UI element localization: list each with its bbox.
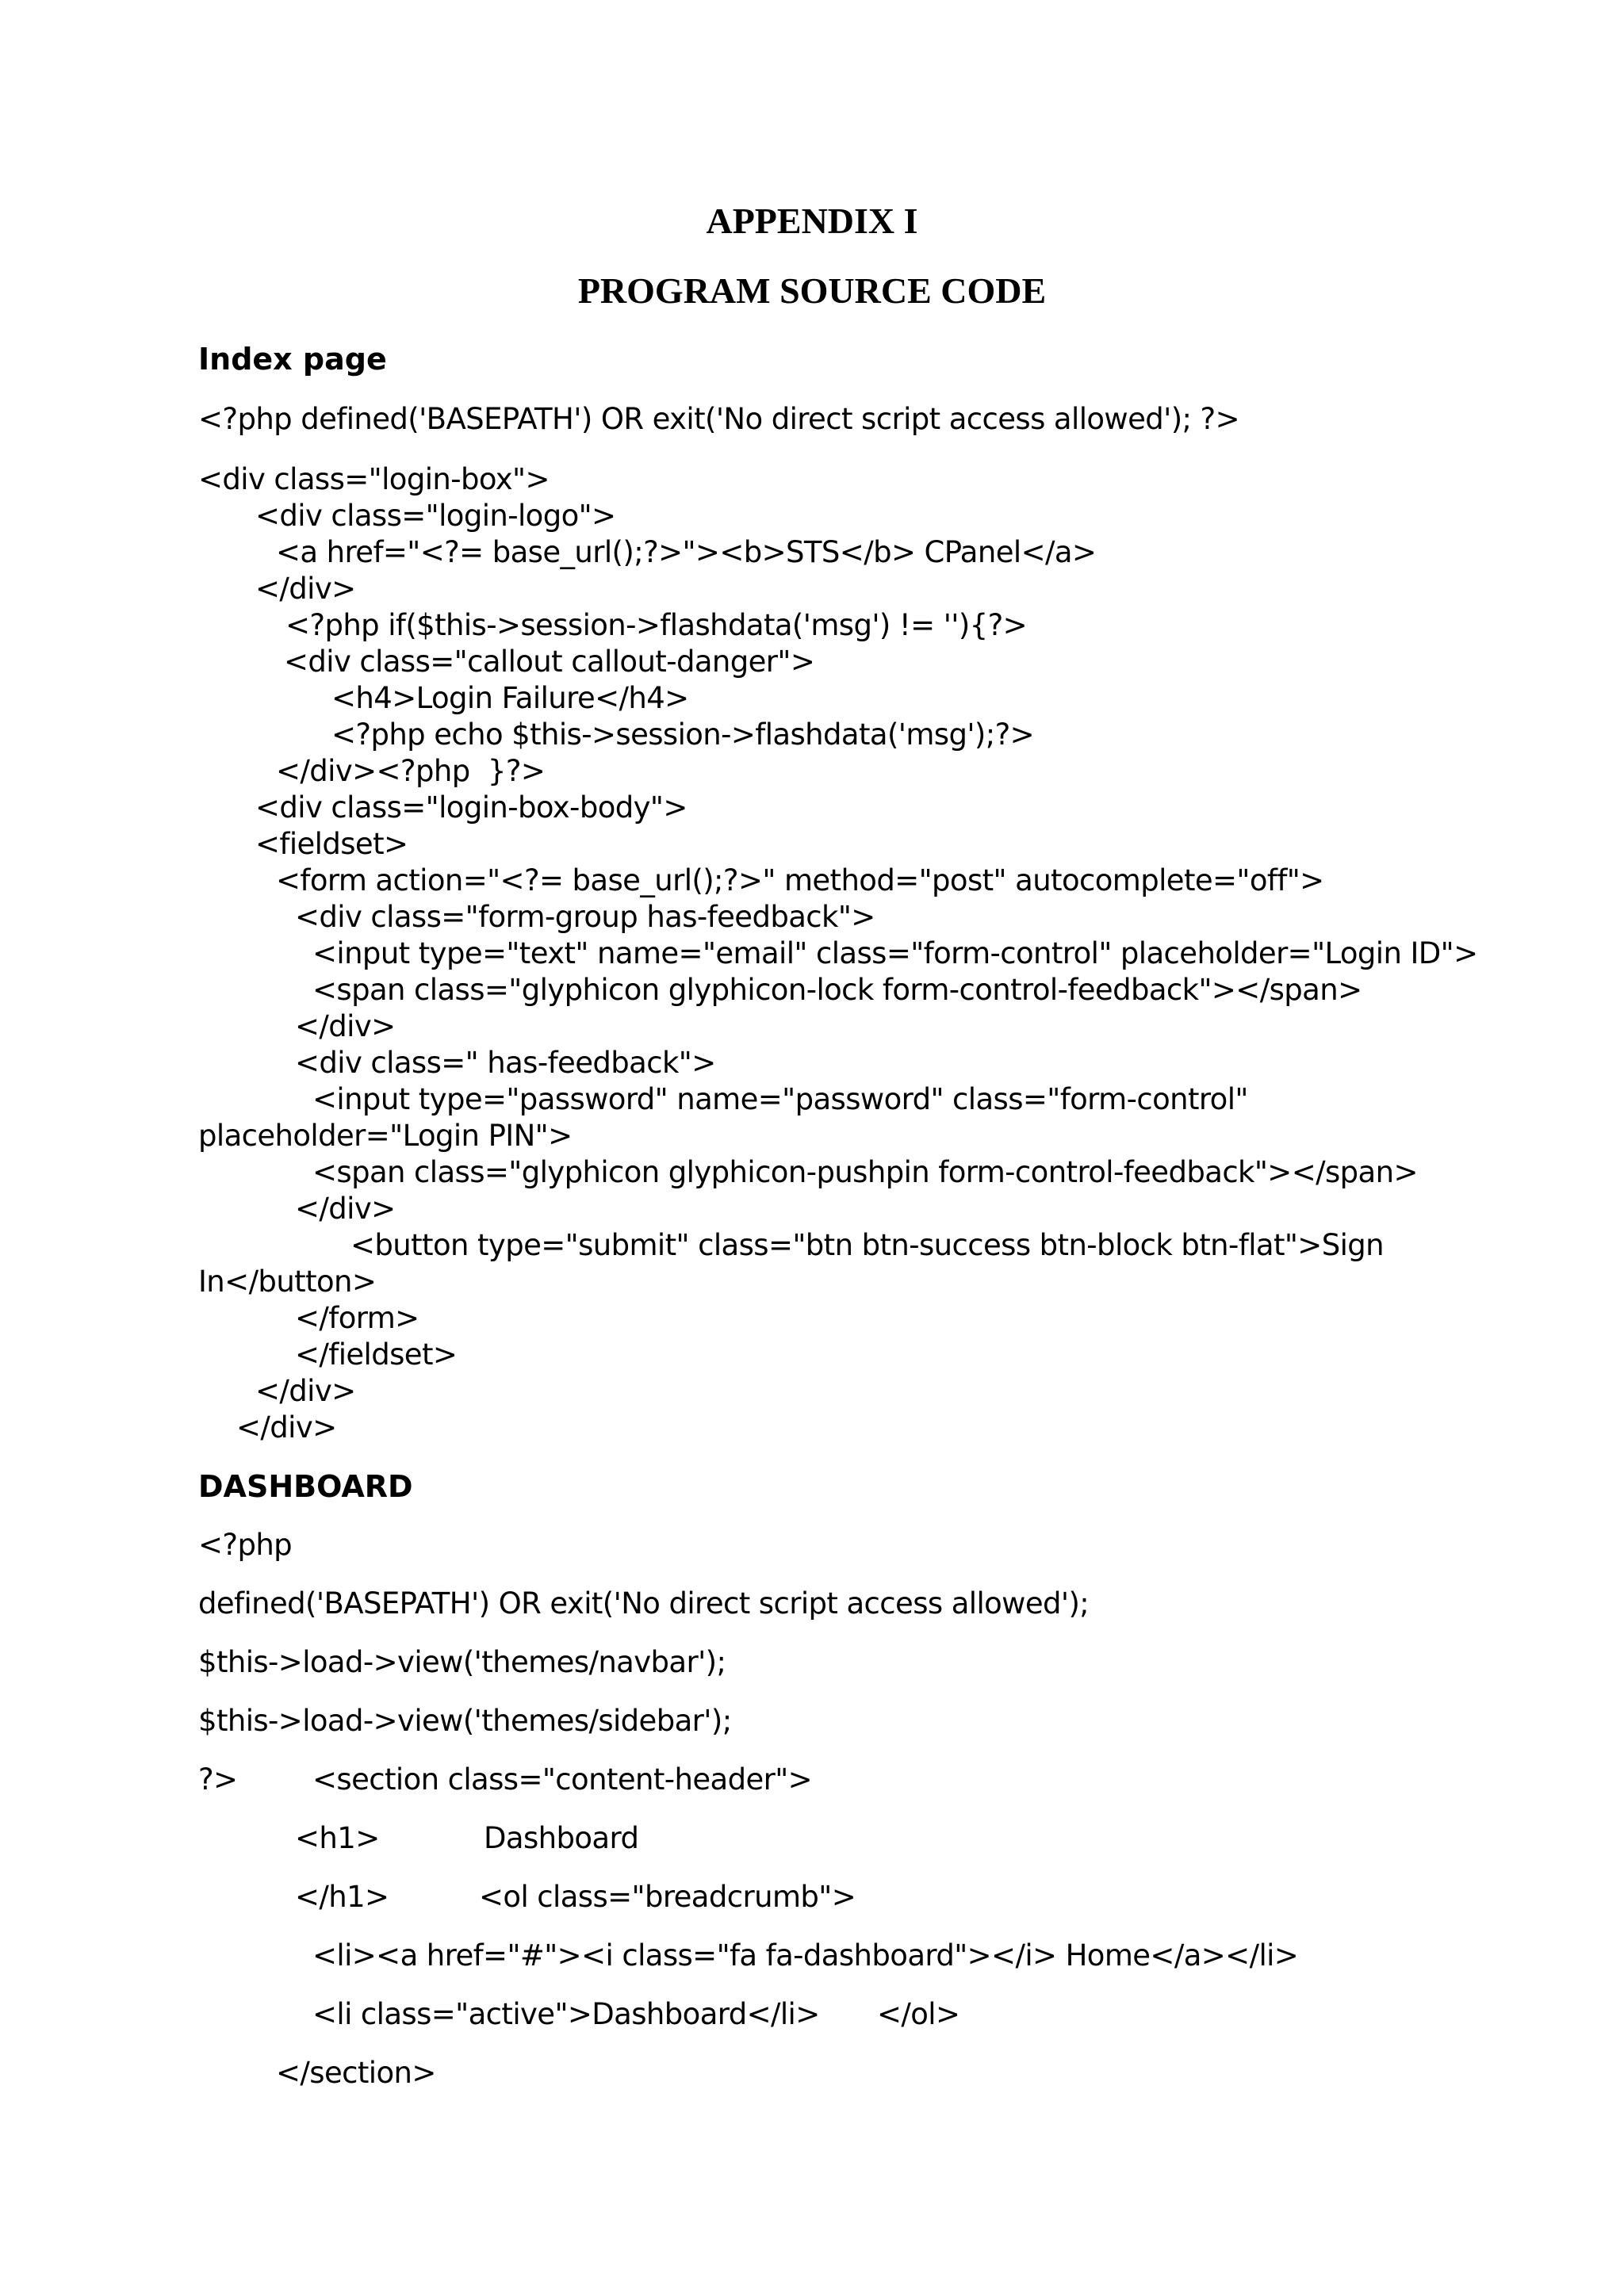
code-line: </div>: [236, 1410, 337, 1445]
code-line: <ol class="breadcrumb">: [479, 1880, 856, 1914]
code-line: $this->load->view('themes/sidebar');: [198, 1704, 732, 1738]
code-line: <a href="<?= base_url();?>"><b>STS</b> CPanel</a>: [276, 535, 1097, 569]
code-line: </div>: [295, 1009, 396, 1043]
code-line: </h1>: [295, 1880, 389, 1914]
code-line: <div class="callout callout-danger">: [284, 645, 815, 679]
code-line: <div class="form-group has-feedback">: [295, 900, 875, 934]
code-line: In</button>: [198, 1265, 377, 1299]
code-line: <form action="<?= base_url();?>" method="post" autocomplete="off">: [276, 863, 1324, 897]
code-line: <div class="login-box-body">: [255, 790, 688, 825]
code-line: </section>: [276, 2056, 436, 2090]
code-line: $this->load->view('themes/navbar');: [198, 1645, 726, 1679]
code-line: </ol>: [877, 1997, 960, 2031]
code-line: <div class="login-box">: [198, 462, 550, 496]
code-line: <button type="submit" class="btn btn-success btn-block btn-flat">Sign: [350, 1228, 1384, 1262]
code-line: </form>: [295, 1301, 419, 1335]
code-line: </div><?php }?>: [276, 754, 546, 788]
code-line: <fieldset>: [255, 827, 408, 861]
dashboard-heading: DASHBOARD: [198, 1469, 413, 1504]
code-line: </div>: [295, 1192, 396, 1226]
code-line: <h1>: [295, 1821, 380, 1855]
code-line: </div>: [255, 1374, 356, 1408]
code-line: placeholder="Login PIN">: [198, 1119, 573, 1153]
code-line: <div class="login-logo">: [255, 499, 616, 533]
code-line: <span class="glyphicon glyphicon-lock form-control-feedback"></span>: [312, 973, 1362, 1007]
code-line: <input type="password" name="password" class="form-control": [312, 1082, 1248, 1116]
code-line: <span class="glyphicon glyphicon-pushpin form-control-feedback"></span>: [312, 1155, 1418, 1189]
code-line: </fieldset>: [295, 1337, 458, 1372]
code-line: <?php defined('BASEPATH') OR exit('No direct script access allowed'); ?>: [198, 402, 1239, 436]
code-line: <div class=" has-feedback">: [295, 1046, 716, 1080]
appendix-subtitle: PROGRAM SOURCE CODE: [577, 270, 1047, 311]
code-line: <li><a href="#"><i class="fa fa-dashboard"></i> Home</a></li>: [312, 1938, 1299, 1973]
code-line: <input type="text" name="email" class="form-control" placeholder="Login ID">: [312, 936, 1478, 970]
code-line: <?php echo $this->session->flashdata('msg');?>: [331, 718, 1035, 752]
code-line: <li class="active">Dashboard</li>: [312, 1997, 820, 2031]
code-line: <?php if($this->session->flashdata('msg') != ''){?>: [285, 608, 1028, 642]
code-line: ?>: [198, 1762, 238, 1797]
index-page-heading: Index page: [198, 342, 387, 377]
code-line: <?php: [198, 1528, 293, 1562]
code-line: <section class="content-header">: [312, 1762, 813, 1797]
code-line: <h4>Login Failure</h4>: [331, 681, 689, 715]
appendix-title: APPENDIX I: [706, 201, 918, 241]
code-line: Dashboard: [484, 1821, 639, 1855]
code-line: defined('BASEPATH') OR exit('No direct script access allowed');: [198, 1586, 1090, 1621]
code-line: </div>: [255, 572, 356, 606]
